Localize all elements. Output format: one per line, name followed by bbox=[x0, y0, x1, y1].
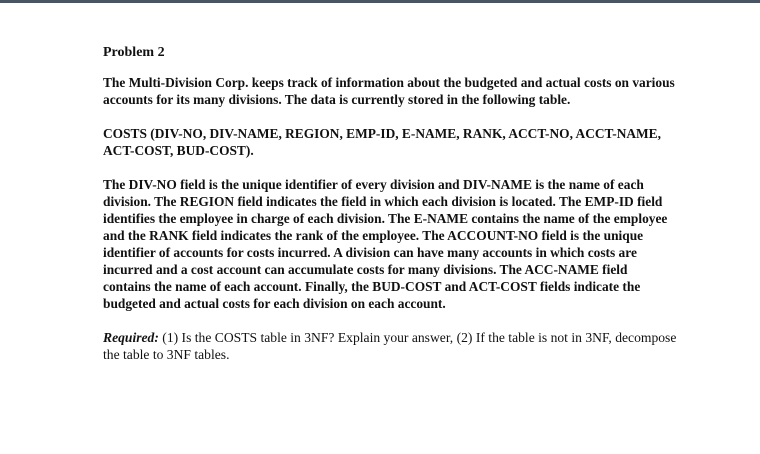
description-paragraph: The DIV-NO field is the unique identifier of every division and DIV-NAME is the name of each division. The REGION field indicates the field in which each division is located. The EMP-ID field identifies the employee in charge of each division. The E-NAME contains the name of the employee and the RANK field indicates the rank of the employee. The ACCOUNT-NO field is the unique identifier of accounts for costs incurred. A division can have many accounts in which costs are incurred and a cost account can accumulate costs for many divisions. The ACC-NAME field contains the name of each account. Finally, the BUD-COST and ACT-COST fields indicate the budgeted and actual costs for each division on each account. bbox=[103, 177, 668, 311]
intro-paragraph: The Multi-Division Corp. keeps track of information about the budgeted and actual costs on various accounts for its many divisions. The data is currently stored in the following table. bbox=[103, 75, 675, 107]
required-paragraph bbox=[103, 329, 678, 363]
problem-title: Problem 2 bbox=[103, 45, 165, 60]
required-label: Required: bbox=[103, 330, 159, 345]
top-border bbox=[0, 0, 760, 3]
schema-paragraph: COSTS (DIV-NO, DIV-NAME, REGION, EMP-ID, E-NAME, RANK, ACCT-NO, ACCT-NAME, ACT-COST, BUD-COST). bbox=[103, 126, 661, 158]
document-body bbox=[103, 44, 678, 363]
required-text: (1) Is the COSTS table in 3NF? Explain your answer, (2) If the table is not in 3NF, decompose the table to 3NF tables. bbox=[103, 330, 677, 362]
